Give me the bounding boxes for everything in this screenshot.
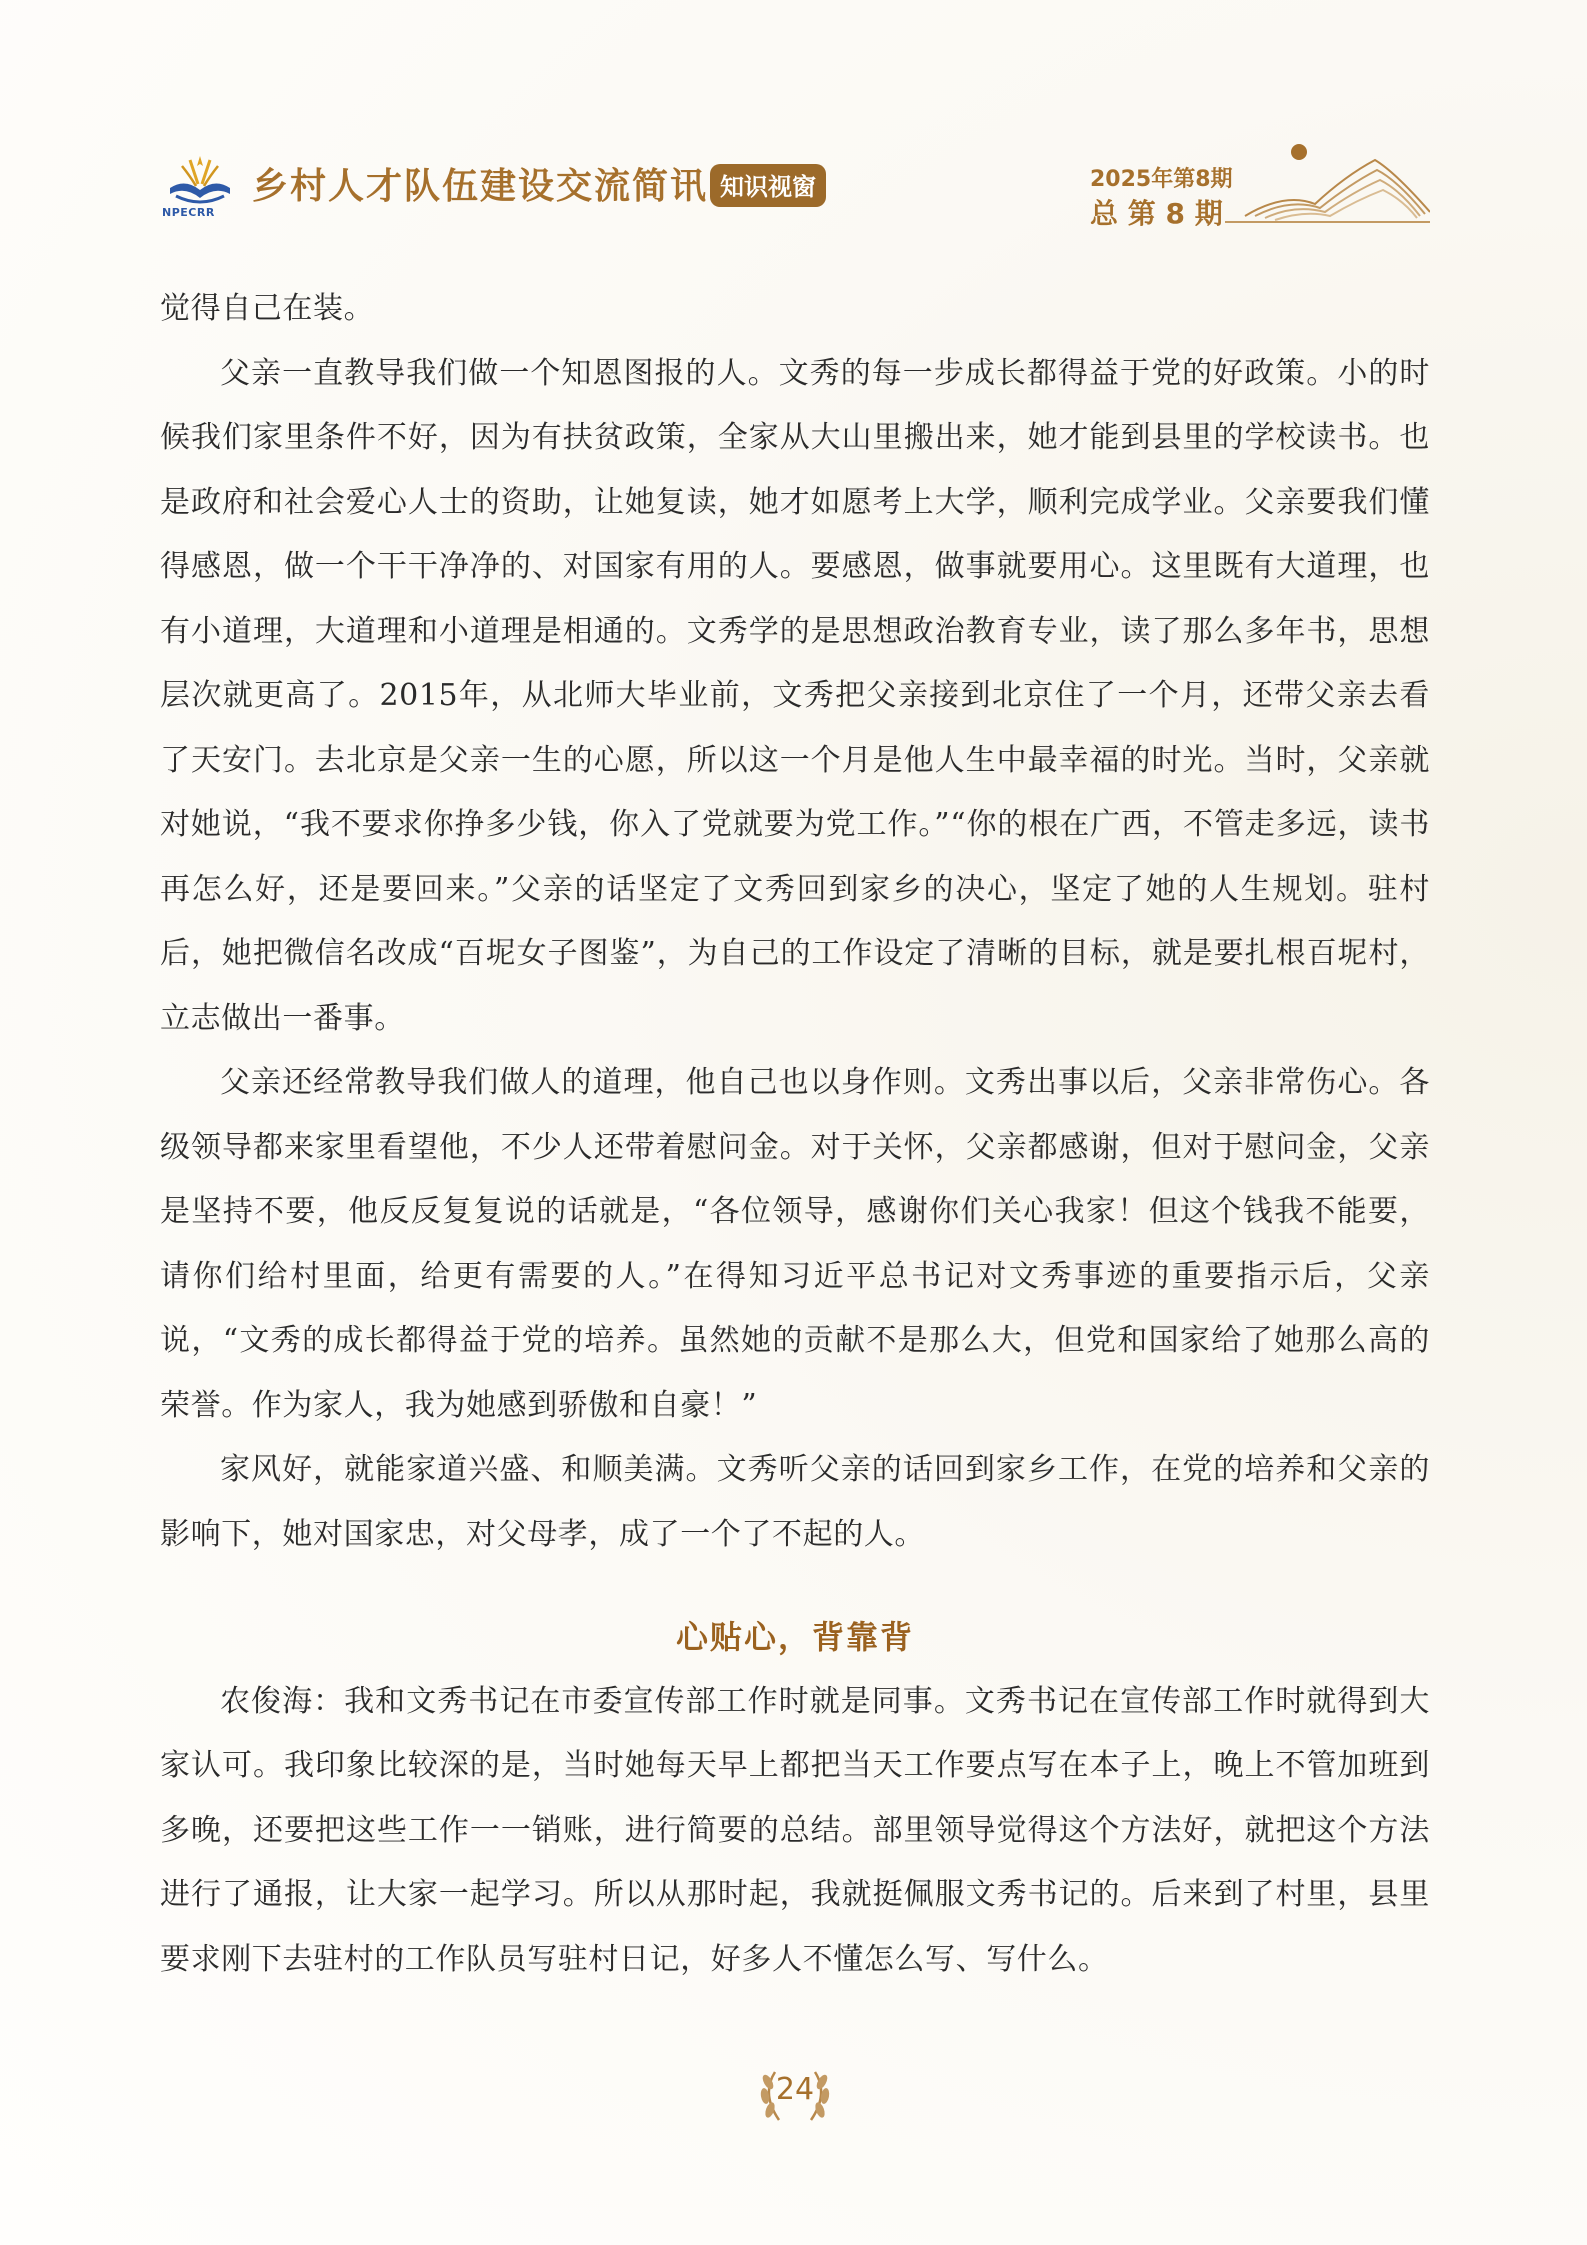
page-number: 24 — [775, 2072, 815, 2107]
newsletter-title: 乡村人才队伍建设交流简讯 — [252, 166, 709, 207]
page-number-badge — [753, 2060, 837, 2130]
article-paragraph: 觉得自己在装。 — [160, 291, 375, 326]
npecrr-logo — [160, 150, 240, 230]
page-header — [160, 150, 1430, 250]
section-heading: 心贴心，背靠背 — [675, 1618, 914, 1656]
logo-text: NPECRR — [162, 206, 215, 219]
section-badge: 知识视窗 — [710, 164, 826, 207]
section-paragraph: 农俊海：我和文秀书记在市委宣传部工作时就是同事。文秀书记在宣传部工作时就得到大家认可。我印象比较深的是，当时她每天早上都把当天工作要点写在本子上，晚上不管加班到多晚，还要把这些工作一一销账，进行简要的总结。部里领导觉得这个方法好，就把这个方法进行了通报，让大家一起学习。所以从那时起，我就挺佩服文秀书记的。后来到了村里，县里要求刚下去驻村的工作队员写驻村日记，好多人不懂怎么写、写什么。 — [160, 1683, 1430, 1977]
article-paragraph: 家风好，就能家道兴盛、和顺美满。文秀听父亲的话回到家乡工作，在党的培养和父亲的影响下，她对国家忠，对父母孝，成了一个了不起的人。 — [160, 1452, 1430, 1552]
issue-total: 总 第 8 期 — [1090, 197, 1223, 230]
logo-emblem-icon — [160, 150, 240, 210]
issue-info — [1090, 142, 1430, 242]
article-paragraph: 父亲还经常教导我们做人的道理，他自己也以身作则。文秀出事以后，父亲非常伤心。各级领导都来家里看望他，不少人还带着慰问金。对于关怀，父亲都感谢，但对于慰问金，父亲是坚持不要，他反反复复说的话就是，“各位领导，感谢你们关心我家！但这个钱我不能要，请你们给村里面，给更有需要的人。”在得知习近平总书记对文秀事迹的重要指示后，父亲说，“文秀的成长都得益于党的培养。虽然她的贡献不是那么大，但党和国家给了她那么高的荣誉。作为家人，我为她感到骄傲和自豪！” — [160, 1065, 1430, 1423]
issue-year: 2025年第8期 — [1090, 167, 1233, 192]
mountain-decoration-icon — [1225, 142, 1430, 226]
article-body — [160, 277, 1430, 1992]
article-paragraph: 父亲一直教导我们做一个知恩图报的人。文秀的每一步成长都得益于党的好政策。小的时候我们家里条件不好，因为有扶贫政策，全家从大山里搬出来，她才能到县里的学校读书。也是政府和社会爱心人士的资助，让她复读，她才如愿考上大学，顺利完成学业。父亲要我们懂得感恩，做一个干干净净的、对国家有用的人。要感恩，做事就要用心。这里既有大道理，也有小道理，大道理和小道理是相通的。文秀学的是思想政治教育专业，读了那么多年书，思想层次就更高了。2015年，从北师大毕业前，文秀把父亲接到北京住了一个月，还带父亲去看了天安门。去北京是父亲一生的心愿，所以这一个月是他人生中最幸福的时光。当时，父亲就对她说，“我不要求你挣多少钱，你入了党就要为党工作。”“你的根在广西，不管走多远，读书再怎么好，还是要回来。”父亲的话坚定了文秀回到家乡的决心，坚定了她的人生规划。驻村后，她把微信名改成“百坭女子图鉴”，为自己的工作设定了清晰的目标，就是要扎根百坭村，立志做出一番事。 — [160, 355, 1430, 1036]
